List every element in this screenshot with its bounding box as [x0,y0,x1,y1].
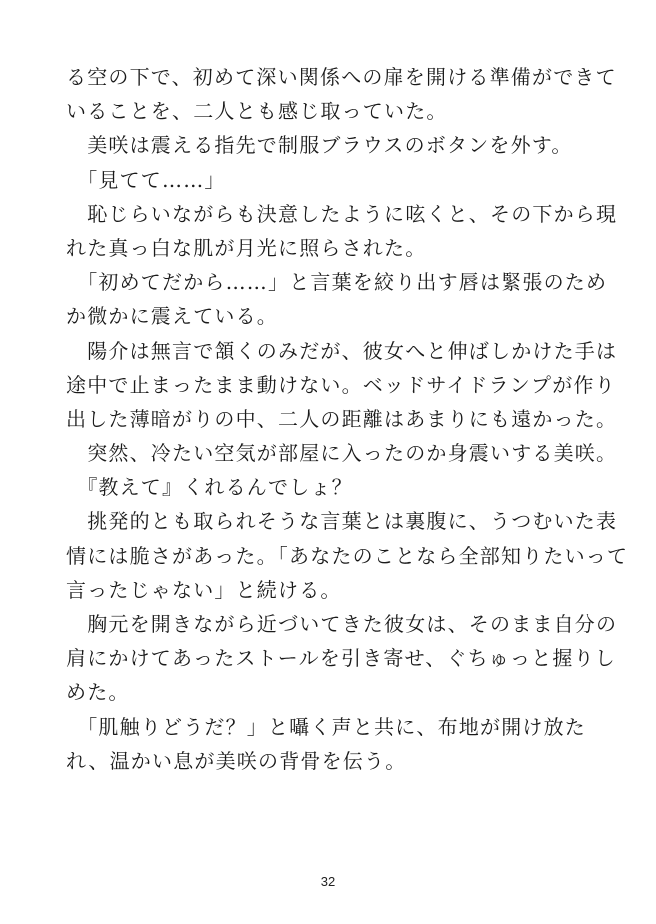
text-line: 突然、冷たい空気が部屋に入ったのか身震いする美咲。 [66,441,618,466]
text-line: 胸元を開きながら近づいてきた彼女は、そのまま自分の [66,612,618,636]
text-line: 恥じらいながらも決意したように呟くと、その下から現 [66,201,618,226]
text-line: 情には脆さがあった。「あなたのことなら全部知りたいって [66,543,629,568]
text-line: 「肌触りどうだ？」と囁く声と共に、布地が開け放た [66,714,586,739]
text-line: 挑発的とも取られそうな言葉とは裏腹に、うつむいた表 [66,509,618,534]
text-line: 途中で止まったまま動けない。ベッドサイドランプが作り [66,372,616,397]
text-line: 美咲は震える指先で制服ブラウスのボタンを外す。 [66,133,573,158]
text-line: る空の下で、初めて深い関係への扉を開ける準備ができて [66,65,617,89]
text-line: か微かに震えている。 [66,304,278,329]
text-line: いることを、二人とも感じ取っていた。 [66,99,448,124]
text-line: 「見てて……」 [66,167,226,192]
text-line: 出した薄暗がりの中、二人の距離はあまりにも遠かった。 [66,406,618,431]
body-text [66,60,629,778]
text-line: 「初めてだから……」と言葉を絞り出す唇は緊張のため [66,270,608,295]
text-line: 『教えて』くれるんでしょ？ [66,475,353,500]
text-line: 言ったじゃない」と続ける。 [66,577,342,602]
text-line: れ、温かい息が美咲の背骨を伝う。 [66,748,407,773]
text-line: めた。 [66,680,130,705]
text-line: れた真っ白な肌が月光に照らされた。 [66,235,427,260]
text-line: 肩にかけてあったストールを引き寄せ、ぐちゅっと握りし [66,646,616,671]
page-number: 32 [320,874,336,889]
text-line: 陽介は無言で頷くのみだが、彼女へと伸ばしかけた手は [66,338,618,363]
